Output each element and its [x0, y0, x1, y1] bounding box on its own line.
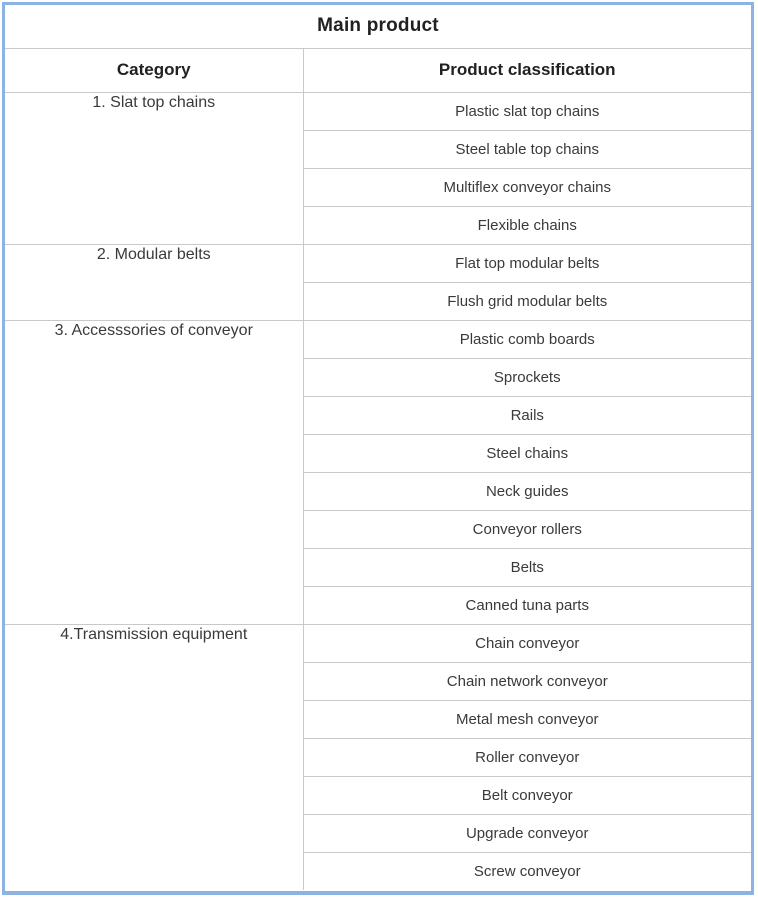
product-cell: Neck guides [303, 472, 751, 510]
product-cell: Canned tuna parts [303, 586, 751, 624]
product-cell: Upgrade conveyor [303, 814, 751, 852]
category-cell: 4.Transmission equipment [5, 624, 303, 890]
title-row [5, 5, 751, 48]
product-cell: Conveyor rollers [303, 510, 751, 548]
product-cell: Steel table top chains [303, 130, 751, 168]
product-cell: Plastic comb boards [303, 320, 751, 358]
product-cell: Chain network conveyor [303, 662, 751, 700]
header-row [5, 48, 751, 92]
table-row [5, 92, 751, 130]
product-table-frame [2, 2, 754, 895]
main-product-table [5, 5, 751, 890]
table-row [5, 320, 751, 358]
product-table-body [5, 92, 751, 890]
product-cell: Belts [303, 548, 751, 586]
product-cell: Chain conveyor [303, 624, 751, 662]
product-cell: Screw conveyor [303, 852, 751, 890]
product-cell: Rails [303, 396, 751, 434]
table-row [5, 624, 751, 662]
product-cell: Multiflex conveyor chains [303, 168, 751, 206]
column-header-product-classification: Product classification [303, 48, 751, 92]
category-cell: 2. Modular belts [5, 244, 303, 320]
product-cell: Flat top modular belts [303, 244, 751, 282]
product-cell: Roller conveyor [303, 738, 751, 776]
table-row [5, 244, 751, 282]
category-cell: 3. Accesssories of conveyor [5, 320, 303, 624]
column-header-category: Category [5, 48, 303, 92]
product-cell: Flexible chains [303, 206, 751, 244]
table-title: Main product [5, 5, 751, 48]
product-cell: Belt conveyor [303, 776, 751, 814]
product-cell: Sprockets [303, 358, 751, 396]
product-cell: Steel chains [303, 434, 751, 472]
product-cell: Metal mesh conveyor [303, 700, 751, 738]
product-cell: Flush grid modular belts [303, 282, 751, 320]
category-cell: 1. Slat top chains [5, 92, 303, 244]
product-cell: Plastic slat top chains [303, 92, 751, 130]
